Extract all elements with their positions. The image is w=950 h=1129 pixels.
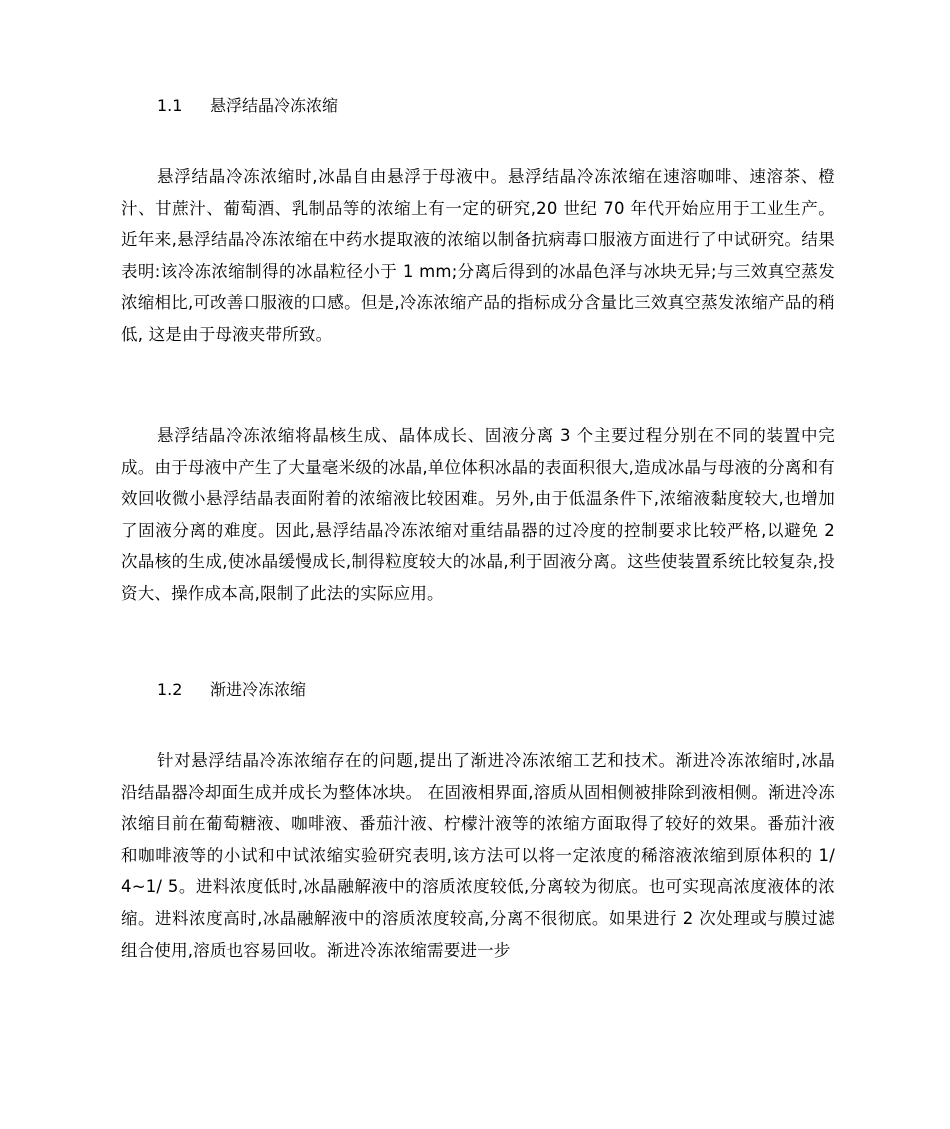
- section-title: 渐进冷冻浓缩: [210, 680, 307, 699]
- paragraph-1-2-a: 针对悬浮结晶冷冻浓缩存在的问题,提出了渐进冷冻浓缩工艺和技术。渐进冷冻浓缩时,冰晶沿结晶器冷却面生成并成长为整体冰块。 在固液相界面,溶质从固相侧被排除到液相侧。渐进冷冻浓缩目前在葡萄糖液、咖啡液、番茄汁液、柠檬汁液等的浓缩方面取得了较好的效果。番茄汁液和咖啡液等的小试和中试浓缩实验研究表明,该方法可以将一定浓度的稀溶液浓缩到原体积的 1/ 4~1/ 5。进料浓度低时,冰晶融解液中的溶质浓度较低,分离较为彻底。也可实现高浓度液体的浓缩。进料浓度高时,冰晶融解液中的溶质浓度较高,分离不很彻底。如果进行 2 次处理或与膜过滤组合使用,溶质也容易回收。渐进冷冻浓缩需要进一步: [121, 751, 835, 960]
- section-heading-1-2: [157, 680, 306, 700]
- paragraph-1-1-a: 悬浮结晶冷冻浓缩时,冰晶自由悬浮于母液中。悬浮结晶冷冻浓缩在速溶咖啡、速溶茶、橙汁、甘蔗汁、葡萄酒、乳制品等的浓缩上有一定的研究,20 世纪 70 年代开始应用于工业生产。近年来,悬浮结晶冷冻浓缩在中药水提取液的浓缩以制备抗病毒口服液方面进行了中试研究。结果表明:该冷冻浓缩制得的冰晶粒径小于 1 mm;分离后得到的冰晶色泽与冰块无异;与三效真空蒸发浓缩相比,可改善口服液的口感。但是,冷冻浓缩产品的指标成分含量比三效真空蒸发浓缩产品的稍低, 这是由于母液夹带所致。: [121, 167, 835, 344]
- section-title: 悬浮结晶冷冻浓缩: [210, 96, 339, 115]
- paragraph-1-1-b: 悬浮结晶冷冻浓缩将晶核生成、晶体成长、固液分离 3 个主要过程分别在不同的装置中完成。由于母液中产生了大量毫米级的冰晶,单位体积冰晶的表面积很大,造成冰晶与母液的分离和有效回收微小悬浮结晶表面附着的浓缩液比较困难。另外,由于低温条件下,浓缩液黏度较大,也增加了固液分离的难度。因此,悬浮结晶冷冻浓缩对重结晶器的过冷度的控制要求比较严格,以避免 2 次晶核的生成,使冰晶缓慢成长,制得粒度较大的冰晶,利于固液分离。这些使装置系统比较复杂,投资大、操作成本高,限制了此法的实际应用。: [121, 426, 835, 603]
- section-heading-1-1: [157, 96, 338, 116]
- section-number: 1.2: [157, 680, 183, 699]
- section-number: 1.1: [157, 96, 183, 115]
